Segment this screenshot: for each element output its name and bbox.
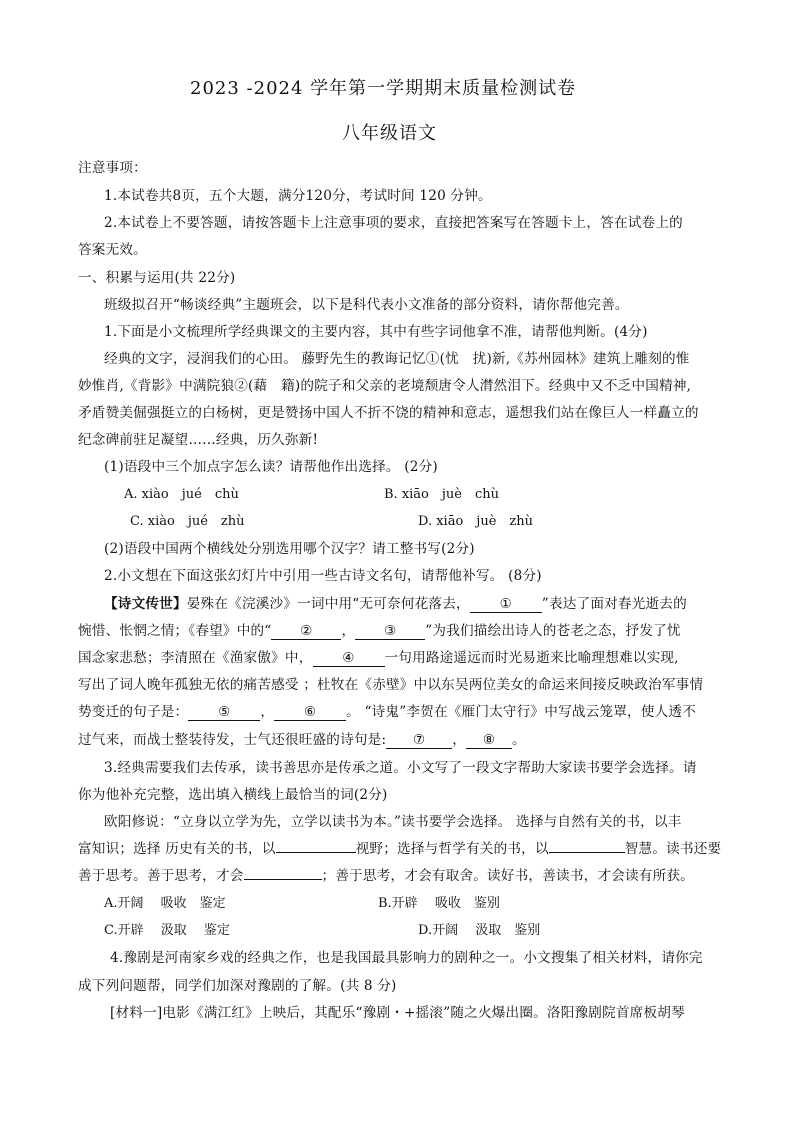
q3-option-c: C.开辟 汲取 鉴定: [104, 923, 230, 938]
blank-q3-2: [549, 852, 625, 853]
q2-line-5: 势变迁的句子是： ⑤ ， ⑥ 。 “诗鬼”李贺在《雁门太守行》中写战云笼罩，使人透不: [78, 704, 697, 720]
q2-line-1: 【诗文传世】晏殊在《浣溪沙》一词中用“无可奈何花落去， ① ”表达了面对春光逝去的: [104, 596, 687, 612]
page-title: 2023 -2024 学年第一学期期末质量检测试卷: [190, 78, 577, 99]
section1-intro: 班级拟召开“畅谈经典”主题班会，以下是科代表小文准备的部分资料，请你帮他完善。: [104, 297, 629, 313]
q1-option-b: B. xiāo juè chù: [384, 487, 500, 502]
q3-passage-line: 富知识；选择 历史有关的书，以 视野；选择与哲学有关的书，以 智慧。读书还要: [78, 841, 722, 857]
q1-stem: 1.下面是小文梳理所学经典课文的主要内容，其中有些字词他拿不准，请帮他判断。(4分): [104, 324, 648, 340]
notes-item-2-cont: 答案无效。: [78, 242, 147, 258]
q4-material-1: [材料一]电影《满江红》上映后，其配乐“豫剧・+摇滚”随之火爆出圈。洛阳豫剧院首席板胡琴: [110, 1005, 685, 1021]
q3-option-b: B.开辟 吸收 鉴别: [378, 896, 500, 911]
notes-item-1: 1.本试卷共8页，五个大题，满分120分，考试时间 120 分钟。: [104, 188, 492, 204]
section1-heading: 一、积累与运用(共 22分): [78, 270, 236, 286]
q3-option-a: A.开阔 吸收 鉴定: [104, 896, 226, 911]
blank-3: ③: [355, 623, 425, 640]
q2-stem: 2.小文想在下面这张幻灯片中引用一些古诗文名句，请帮他补写。 (8分): [104, 568, 542, 584]
q1-sub-question-2: (2)语段中国两个横线处分别选用哪个汉字？请工整书写(2分): [104, 541, 475, 557]
q1-passage-line: 经典的文字，浸润我们的心田。 藤野先生的教诲记忆①(忧 扰)新,《苏州园林》建筑上雕刻的惟: [104, 351, 690, 367]
blank-q3-3: [244, 879, 322, 880]
q2-line-3: 国念家悲愁；李清照在《渔家傲》中， ④ 一句用路途遥远而时光易逝来比喻理想难以实现,: [78, 650, 679, 666]
blank-5: ⑤: [188, 704, 260, 721]
blank-2: ②: [271, 623, 341, 640]
q1-option-d: D. xiāo juè zhù: [418, 514, 533, 529]
q4-stem: 4.豫剧是河南家乡戏的经典之作，也是我国最具影响力的剧种之一。小文搜集了相关材料，请你完: [110, 950, 703, 966]
blank-q3-1: [276, 852, 356, 853]
notes-item-2: 2.本试卷上不要答题，请按答题卡上注意事项的要求，直接把答案写在答题卡上，答在试卷上的: [104, 215, 683, 231]
q1-sub-question-1: (1)语段中三个加点字怎么读？请帮他作出选择。 (2分): [104, 459, 438, 475]
q2-line-2: 惋惜、怅惘之情；《春望》中的“ ② ， ③ ”为我们描绘出诗人的苍老之态，抒发了忧: [78, 623, 681, 639]
blank-8: ⑧: [466, 732, 512, 749]
q1-passage-line: 矛盾赞美倔强挺立的白杨树，更是赞扬中国人不折不饶的精神和意志，遥想我们站在像巨人一样矗立的: [78, 405, 699, 421]
q3-stem: 3.经典需要我们去传承，读书善思亦是传承之道。小文写了一段文字帮助大家读书要学会选择。请: [104, 760, 697, 776]
blank-1: ①: [470, 596, 542, 613]
q1-option-c: C. xiào jué zhù: [130, 514, 245, 529]
q3-passage-line: 善于思考。善于思考，才会 ；善于思考，才会有取舍。读好书，善读书，才会读有所获。: [78, 868, 694, 884]
q2-line-4: 写出了词人晚年孤独无依的痛苦感受 ；杜牧在《赤壁》中以东吴两位美女的命运来间接反映政治军事情: [78, 677, 704, 693]
q3-stem-cont: 你为他补充完整，选出填入横线上最恰当的词(2分): [78, 787, 388, 803]
q3-passage-line: 欧阳修说：“立身以立学为先，立学以读书为本。”读书要学会选择。 选择与自然有关的书，以丰: [104, 814, 682, 830]
q1-option-a: A. xiào jué chù: [124, 487, 239, 502]
q2-line-6: 过气来，而战士整装待发，士气还很旺盛的诗句是: ⑦ ， ⑧ 。: [78, 732, 526, 748]
blank-6: ⑥: [274, 704, 346, 721]
notes-heading: 注意事项：: [78, 160, 147, 176]
q1-passage-line: 纪念碑前驻足凝望……经典，历久弥新!: [78, 432, 319, 448]
blank-4: ④: [313, 650, 385, 667]
q4-stem-cont: 成下列问题帮，同学们加深对豫剧的了解。(共 8 分): [78, 978, 397, 994]
q3-option-d: D.开阔 汲取 鉴别: [418, 923, 541, 938]
q1-passage-line: 妙惟肖,《背影》中满院狼②(藉 籍)的院子和父亲的老境颓唐令人潸然泪下。经典中又不乏中国精神,: [78, 378, 692, 394]
q2-tag: 【诗文传世】: [104, 596, 187, 612]
page-subtitle: 八年级语文: [342, 123, 437, 144]
blank-7: ⑦: [386, 732, 452, 749]
